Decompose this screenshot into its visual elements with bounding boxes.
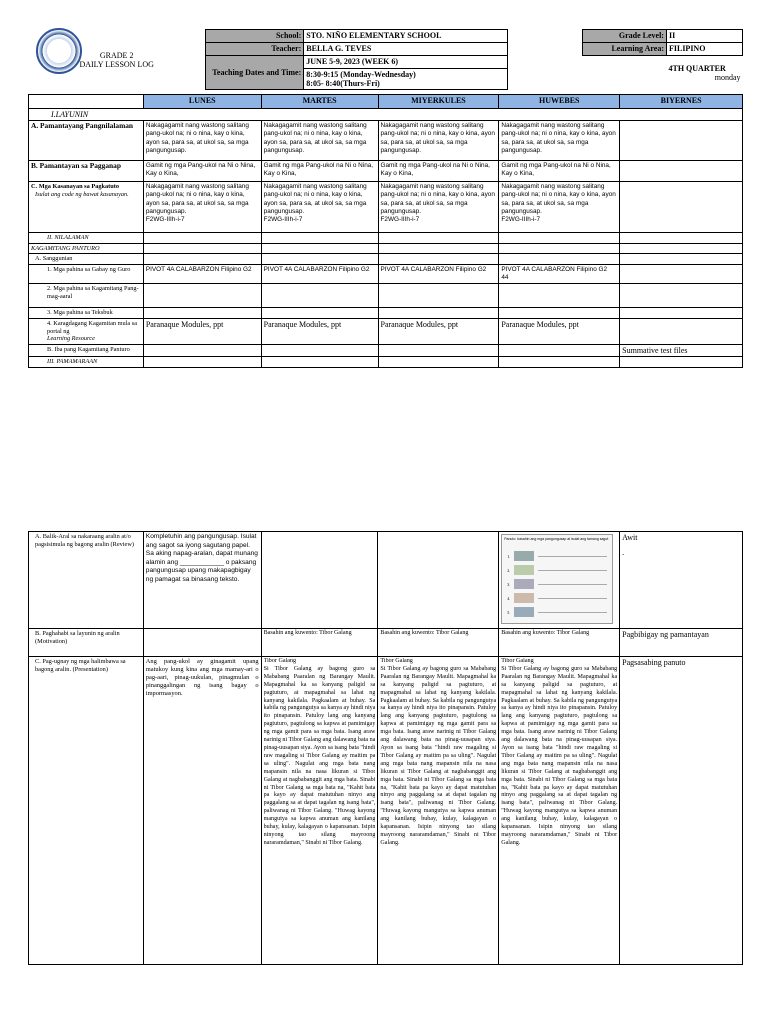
procedure-table [28, 531, 743, 965]
motivation-wednesday: Basahin ang kuwento: Tibor Galang [378, 629, 499, 657]
teaching-dates: JUNE 5-9, 2023 (WEEK 6) [304, 56, 508, 69]
presentation-friday: Pagsasabing panuto [620, 657, 743, 965]
story-tuesday: Tibor Galang Si Tibor Galang ay bagong guro sa Mababang Paaralan ng Barangay Maulit. Mapagmahal ka sa kanyang paligid sa pagtuturo, at mapagmahal sa lahat ng kanyang kakilala. Pagkaalam at buhay. Sa kabila ng pangungutya sa kanya ay hindi niya ito pinapansin. Patuloy lang ang kanyang pagtuturo, pagtulong sa kapwa at pamimigay ng mga gamit para sa mga bata. Isang araw narinig ni Tibor Galang ang dalawang bata na pinag-uusapan siya. Ayon sa isang bata "hindi raw magaling si Tibor Galang ay maitim pa sa uling". Nagulat ang mga bata nang mapansin nila na nasa likuran si Tibor Galang at nagbabanggit ang mga bata. Sinabi ni Tibor Galang sa mga bata na, "Kahit bata pa kayo ay dapat matutuhan ninyo ang paggalang sa at dapat tagalan ng isang bata", paliwanag ni Tibor Galang. "Huwag kayong mangutya sa kapwa anuman ang kanilang buhay, kulay, kalagayan o kapansanan. Isipin ninyong tao silang mayroong nararamdaman," Sinabi ni Tibor Galang. [263, 658, 376, 846]
worksheet-item: 3. [507, 577, 607, 591]
motivation-friday: Pagbibigay ng pamantayan [620, 629, 743, 657]
day-header-monday: LUNES [143, 95, 261, 109]
code-monday: F2WG-IIIh-i-7 [145, 216, 185, 224]
presentation-monday: Ang pang-ukol ay ginagamit upang matukoy kung kina ang mga mamay-ari o pag-aari, pinag-uukulan, pinagmulan o pinanggalingan ng isang bagay o impormasyon. [143, 657, 261, 965]
worksheet-item: 2. [507, 563, 607, 577]
worksheet-item: 1. [507, 549, 607, 563]
grade-level-label: Grade Level: [583, 30, 667, 43]
ref-wednesday: PIVOT 4A CALABARZON Filipino G2 [378, 264, 499, 284]
modules-wednesday: Paranaque Modules, ppt [378, 318, 499, 344]
other-materials-friday: Summative test files [620, 344, 743, 356]
skill-thursday: Nakagagamit nang wastong salitang pang-ukol na; ni o nina, kay o kina, ayon sa, para sa, at ukol sa, sa mga pangungusap. [501, 183, 616, 215]
label-kasanayan-sub: Isulat ang code ng bawat kasanayan. [35, 190, 129, 198]
story-thursday: Tibor Galang Si Tibor Galang ay bagong guro sa Mababang Paaralan ng Barangay Maulit. Mapagmahal ka sa kanyang paligid sa pagtuturo, at mapagmahal sa lahat ng kanyang kakilala. Pagkaalam at buhay. Sa kabila ng pangungutya sa kanya ay hindi niya ito pinapansin. Patuloy lang ang kanyang pagtuturo, pagtulong sa kapwa at pamimigay ng mga gamit para sa mga bata. Isang araw narinig ni Tibor Galang ang dalawang bata na pinag-uusapan siya. Ayon sa isang bata "hindi raw magaling si Tibor Galang ay maitim pa sa uling". Nagulat ang mga bata nang mapansin nila na nasa likuran si Tibor Galang at nagbabanggit ang mga bata. Sinabi ni Tibor Galang sa mga bata na, "Kahit bata pa kayo ay dapat matutuhan ninyo ang paggalang sa at dapat tagalan ng isang bata", paliwanag ni Tibor Galang. "Huwag kayong mangutya sa kapwa anuman ang kanilang buhay, kulay, kalagayan o kapansanan. Isipin ninyong tao silang mayroong nararamdaman," Sinabi ni Tibor Galang. [501, 658, 618, 846]
modules-monday: Paranaque Modules, ppt [143, 318, 261, 344]
label-balik-aral: A. Balik-Aral sa nakaraang aralin at/o pagsisimula ng bagong aralin (Review) [29, 532, 144, 629]
label-kasanayan: C. Mga Kasanayan sa Pagkatuto [31, 183, 119, 190]
label-gabay-guro: 1. Mga pahina sa Gabay ng Guro [29, 264, 144, 284]
day-note: monday [714, 72, 741, 82]
label-paghahabi: B. Paghahabi sa layunin ng aralin (Motivation) [29, 629, 144, 657]
skill-tuesday: Nakagagamit nang wastong salitang pang-ukol na; ni o nina, kay o kina, ayon sa, para sa, at ukol sa, sa mga pangungusap. [263, 183, 367, 215]
section-nilalaman: II. NILALAMAN [29, 233, 144, 244]
ref-thursday: PIVOT 4A CALABARZON Filipino G2 [501, 265, 608, 273]
label-iba-pang-kagamitan: B. Iba pang Kagamitang Panturo [29, 344, 144, 356]
section-pamamaraan: III. PAMAMARAAN [29, 356, 144, 367]
grade-level-value: II [666, 30, 742, 43]
performance-tuesday: Gamit ng mga Pang-ukol na Ni o Nina, Kay o Kina, [261, 161, 378, 182]
modules-tuesday: Paranaque Modules, ppt [261, 318, 378, 344]
story-wednesday: Tibor Galang Si Tibor Galang ay bagong guro sa Mababang Paaralan ng Barangay Maulit. Mapagmahal ka sa kanyang paligid sa pagtuturo, at mapagmahal sa lahat ng kanyang kakilala. Pagkaalam at buhay. Sa kabila ng pangungutya sa kanya ay hindi niya ito pinapansin. Patuloy lang ang kanyang pagtuturo, pagtulong sa kapwa at pamimigay ng mga gamit para sa mga bata. Isang araw narinig ni Tibor Galang ang dalawang bata na pinag-uusapan siya. Ayon sa isang bata "hindi raw magaling si Tibor Galang ay maitim pa sa uling". Nagulat ang mga bata nang mapansin nila na nasa likuran si Tibor Galang at nagbabanggit ang mga bata. Sinabi ni Tibor Galang sa mga bata na, "Kahit bata pa kayo ay dapat matutuhan ninyo ang paggalang sa at dapat tagalan ng isang bata", paliwanag ni Tibor Galang. "Huwag kayong mangutya sa kapwa anuman ang kanilang buhay, kulay, kalagayan o kapansanan. Isipin ninyong tao silang mayroong nararamdaman," Sinabi ni Tibor Galang. [380, 658, 497, 846]
dates-label: Teaching Dates and Time: [206, 56, 304, 90]
school-name: STO. NIÑO ELEMENTARY SCHOOL [304, 30, 508, 43]
quarter-value: 4TH QUARTER [668, 63, 726, 73]
label-kagamitang-panturo: KAGAMITANG PANTURO [29, 243, 144, 254]
label-pag-ugnay: C. Pag-ugnay ng mga halimbawa sa bagong aralin. (Presentation) [29, 657, 144, 965]
worksheet-item: 4. [507, 591, 607, 605]
time-mon-wed: 8:30-9:15 (Monday-Wednesday) [306, 70, 416, 79]
label-sanggunian: A. Sanggunian [29, 254, 144, 265]
worksheet-caption: Panuto: basahin ang mga pangungusap at isulat ang tamang sagot [504, 537, 609, 541]
review-friday: Awit [622, 533, 638, 542]
header-table [28, 29, 743, 90]
code-thursday: F2WG-IIIh-i-7 [501, 216, 541, 224]
ref-thursday-page: 44 [501, 274, 509, 282]
label-karagdagang-kagamitan: 4. Karagdagang Kagamitan mula sa portal ng [47, 319, 138, 335]
day-header-thursday: HUWEBES [499, 95, 620, 109]
objective-wednesday: Nakagagamit nang wastong salitang pang-ukol na; ni o nina, kay o kina, ayon sa, para sa, at ukol sa, sa mga pangungusap. [378, 121, 499, 161]
day-header-wednesday: MIYERKULES [378, 95, 499, 109]
time-thu-fri: 8:05- 8:40(Thurs-Fri) [306, 79, 380, 88]
code-wednesday: F2WG-IIIh-i-7 [380, 216, 420, 224]
learning-area-value: FILIPINO [666, 43, 742, 56]
worksheet-item: 5. [507, 605, 607, 619]
label-kagamitang-pang-mag-aaral: 2. Mga pahina sa Kagamitang Pang-mag-aaral [29, 284, 144, 308]
performance-wednesday: Gamit ng mga Pang-ukol na Ni o Nina, Kay o Kina, [378, 161, 499, 182]
code-tuesday: F2WG-IIIh-i-7 [263, 216, 303, 224]
day-header-friday: BIYERNES [620, 95, 743, 109]
log-title: DAILY LESSON LOG [79, 59, 154, 69]
label-pamantayan-sa-pagganap: B. Pamantayan sa Pagganap [29, 161, 144, 182]
day-header-tuesday: MARTES [261, 95, 378, 109]
performance-monday: Gamit ng mga Pang-ukol na Ni o Nina, Kay o Kina, [143, 161, 261, 182]
grade-title: GRADE 2 [99, 50, 134, 60]
motivation-tuesday: Basahin ang kuwento: Tibor Galang [261, 629, 378, 657]
motivation-thursday: Basahin ang kuwento: Tibor Galang [499, 629, 620, 657]
modules-thursday: Paranaque Modules, ppt [499, 318, 620, 344]
objective-tuesday: Nakagagamit nang wastong salitang pang-ukol na; ni o nina, kay o kina, ayon sa, para sa, at ukol sa, sa mga pangungusap. [261, 121, 378, 161]
worksheet-thumbnail [501, 534, 613, 624]
teacher-label: Teacher: [206, 43, 304, 56]
review-friday-dot: . [622, 548, 625, 557]
ref-tuesday: PIVOT 4A CALABARZON Filipino G2 [261, 264, 378, 284]
skill-monday: Nakagagamit nang wastong salitang pang-ukol na; ni o nina, kay o kina, ayon sa, para sa, at ukol sa, sa mga pangungusap. [145, 183, 249, 215]
skill-wednesday: Nakagagamit nang wastong salitang pang-ukol na; ni o nina, kay o kina, ayon sa, para sa, at ukol sa, sa mga pangungusap. [380, 183, 495, 215]
label-teksbuk: 3. Mga pahina sa Teksbuk [29, 308, 144, 319]
performance-thursday: Gamit ng mga Pang-ukol na Ni o Nina, Kay o Kina, [499, 161, 620, 182]
label-pamantayang-pangnilalaman: A. Pamantayang Pangnilalaman [29, 121, 144, 161]
objective-thursday: Nakagagamit nang wastong salitang pang-ukol na; ni o nina, kay o kina, ayon sa, para sa, at ukol sa, sa mga pangungusap. [499, 121, 620, 161]
teacher-name: BELLA G. TEVES [304, 43, 508, 56]
review-monday: Kompletuhin ang pangungusap. Isulat ang sagot sa iyong sagutang papel. Sa aking napag-aralan, dapat munang alamin ang ____________ o paksang pangungusap upang makapagbigay ng pamagat sa binasang teksto. [143, 532, 261, 629]
learning-area-label: Learning Area: [583, 43, 667, 56]
objective-monday: Nakagagamit nang wastong salitang pang-ukol na; ni o nina, kay o kina, ayon sa, para sa, at ukol sa, sa mga pangungusap. [143, 121, 261, 161]
ref-monday: PIVOT 4A CALABARZON Filipino G2 [143, 264, 261, 284]
section-layunin: I.LAYUNIN [29, 109, 743, 121]
label-learning-resource: Learning Resource [47, 335, 95, 343]
school-label: School: [206, 30, 304, 43]
lesson-log-table [28, 94, 743, 368]
